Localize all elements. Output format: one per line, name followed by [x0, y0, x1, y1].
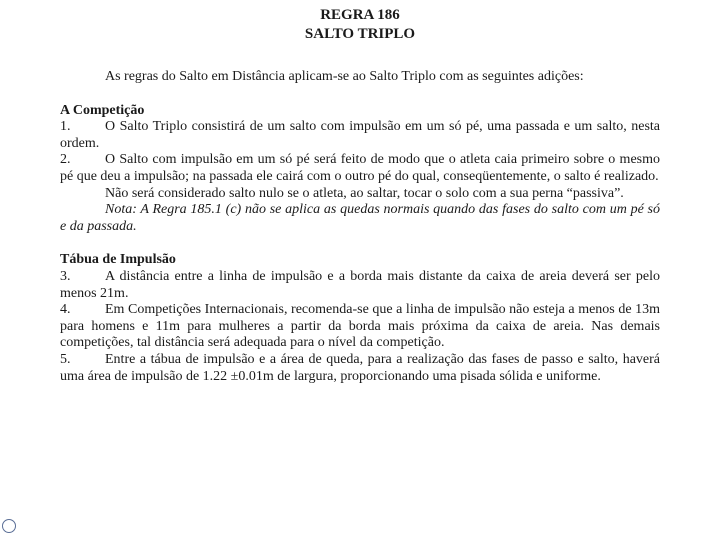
list-item: [60, 152, 660, 185]
list-item: [60, 269, 660, 302]
rule-name-title: SALTO TRIPLO: [304, 26, 416, 42]
passive-leg-paragraph: Não será considerado salto nulo se o atleta, ao saltar, tocar o solo com a sua perna “passiva”.: [105, 185, 624, 201]
note-paragraph: Nota: A Regra 185.1 (c) não se aplica as quedas normais quando das fases do salto com um pé só e da passada.: [60, 202, 660, 234]
document-page: [60, 6, 660, 385]
item-text: Entre a tábua de impulsão e a área de queda, para a realização das fases de passo e salto, haverá uma área de impulsão de 1.22 ±0.01m de largura, proporcionando uma pisada sólida e uniforme.: [60, 351, 660, 384]
list-item: [60, 119, 660, 152]
item-number: 5.: [60, 351, 71, 367]
list-item: [60, 352, 660, 385]
item-number: 2.: [60, 152, 71, 168]
item-number: 4.: [60, 302, 71, 318]
intro-paragraph: As regras do Salto em Distância aplicam-se ao Salto Triplo com as seguintes adições:: [105, 69, 584, 84]
item-text: O Salto Triplo consistirá de um salto com impulsão em um só pé, uma passada e um salto, nesta ordem.: [60, 119, 660, 151]
section-heading-competition: A Competição: [60, 102, 145, 118]
slide-nav-circle-icon[interactable]: [2, 519, 16, 533]
section-heading-takeoff-board: Tábua de Impulsão: [60, 252, 176, 268]
rule-number-title: REGRA 186: [320, 7, 400, 23]
item-text: Em Competições Internacionais, recomenda-se que a linha de impulsão não esteja a menos de 13m para homens e 11m para mulheres a partir da borda mais próxima da caixa de areia. Nas demais competições, tal distância será adequada para o nível da competição.: [60, 302, 660, 351]
item-number: 1.: [60, 119, 71, 135]
list-item: [60, 302, 660, 352]
item-text: A distância entre a linha de impulsão e a borda mais distante da caixa de areia deverá ser pelo menos 21m.: [60, 268, 660, 301]
item-number: 3.: [60, 268, 71, 284]
item-text: O Salto com impulsão em um só pé será feito de modo que o atleta caia primeiro sobre o mesmo pé que deu a impulsão; na passada ele cairá com o outro pé do qual, conseqüentemente, o salto é realizado.: [60, 152, 660, 184]
